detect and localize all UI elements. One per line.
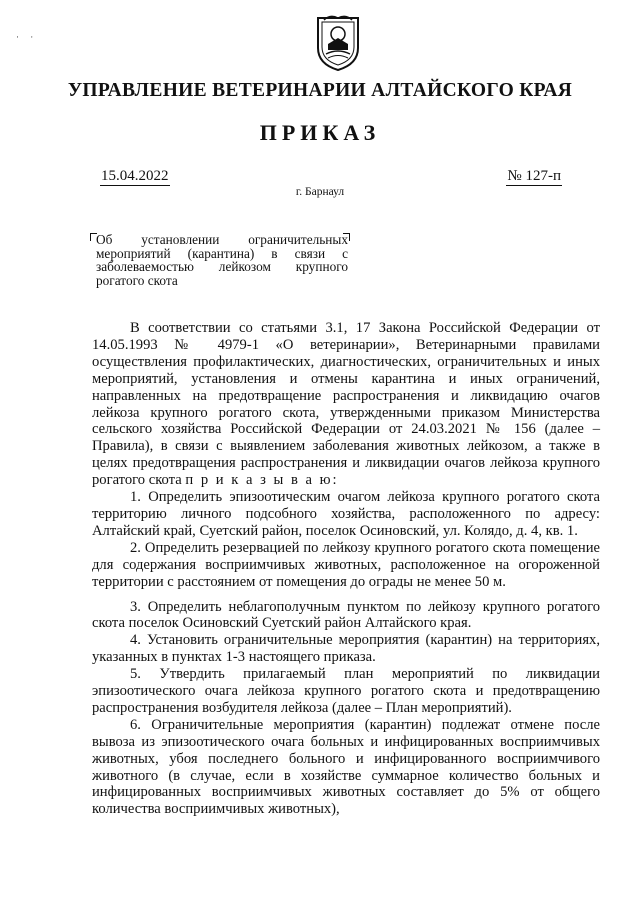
preamble-text: В соответствии со статьями 3.1, 17 Закона Российской Федерации от 14.05.1993 № 4979-1 «О ветеринарии», Ветеринарными правилами осуществления профилактических, диагностических, ограничительных и иных мероприятий, установления и отмены карантина и иных ограничений, направленных на предотвращение распространения и ликвидацию очагов лейкоза крупного рогатого скота, утвержденными приказом Министерства сельского хозяйства Российской Федерации от 24.03.2021 № 156 (далее – Правила), в связи с выявлением заболевания животных лейкозом, а также в целях предотвращения распространения и ликвидации очагов лейкоза крупного рогатого скота [92, 320, 600, 489]
order-item: 4. Установить ограничительные мероприятия (карантин) на территориях, указанных в пунктах 1-3 настоящего приказа. [92, 632, 600, 666]
document-subject: Об установлении ограничительных мероприятий (карантина) в связи с заболеваемостью лейкозом крупного рогатого скота [96, 232, 348, 288]
document-type: ПРИКАЗ [259, 120, 381, 145]
order-item: 5. Утвердить прилагаемый план мероприятий по ликвидации эпизоотического очага лейкоза крупного рогатого скота и предотвращению распространения возбудителя лейкоза (далее – План мероприятий). [92, 666, 600, 716]
coat-of-arms-icon [314, 14, 362, 72]
preamble-paragraph [92, 320, 600, 489]
document-city: г. Барнаул [295, 186, 345, 198]
order-item: 6. Ограничительные мероприятия (карантин) подлежат отмене после вывоза из эпизоотического очага больных и инфицированных восприимчивых животных, убоя последнего больного и инфицированного восприимчивого животного (в случае, если в хозяйстве суммарное количество больных и инфицированных восприимчивых животных составляет до 5% от общего количества восприимчивых животных), [92, 716, 600, 818]
document-date: 15.04.2022 [101, 168, 169, 184]
order-word: п р и к а з ы в а ю: [185, 472, 339, 489]
scan-marks: · · [16, 32, 34, 42]
document-number: № 127-п [507, 168, 561, 184]
organization-name: УПРАВЛЕНИЕ ВЕТЕРИНАРИИ АЛТАЙСКОГО КРАЯ [67, 80, 573, 101]
order-item: 1. Определить эпизоотическим очагом лейкоза крупного рогатого скота территорию личного подсобного хозяйства, расположенного по адресу: Алтайский край, Суетский район, поселок Осиновский, ул. Колядо, д. 4, кв. 1. [92, 489, 600, 539]
order-item: 3. Определить неблагополучным пунктом по лейкозу крупного рогатого скота поселок Осиновский Суетский район Алтайского края. [92, 598, 600, 632]
order-item: 2. Определить резервацией по лейкозу крупного рогатого скота помещение для содержания восприимчивых животных, расположенное на огороженной территории с расстоянием от помещения до ограды не менее 50 м. [92, 539, 600, 590]
document-body [92, 320, 600, 818]
